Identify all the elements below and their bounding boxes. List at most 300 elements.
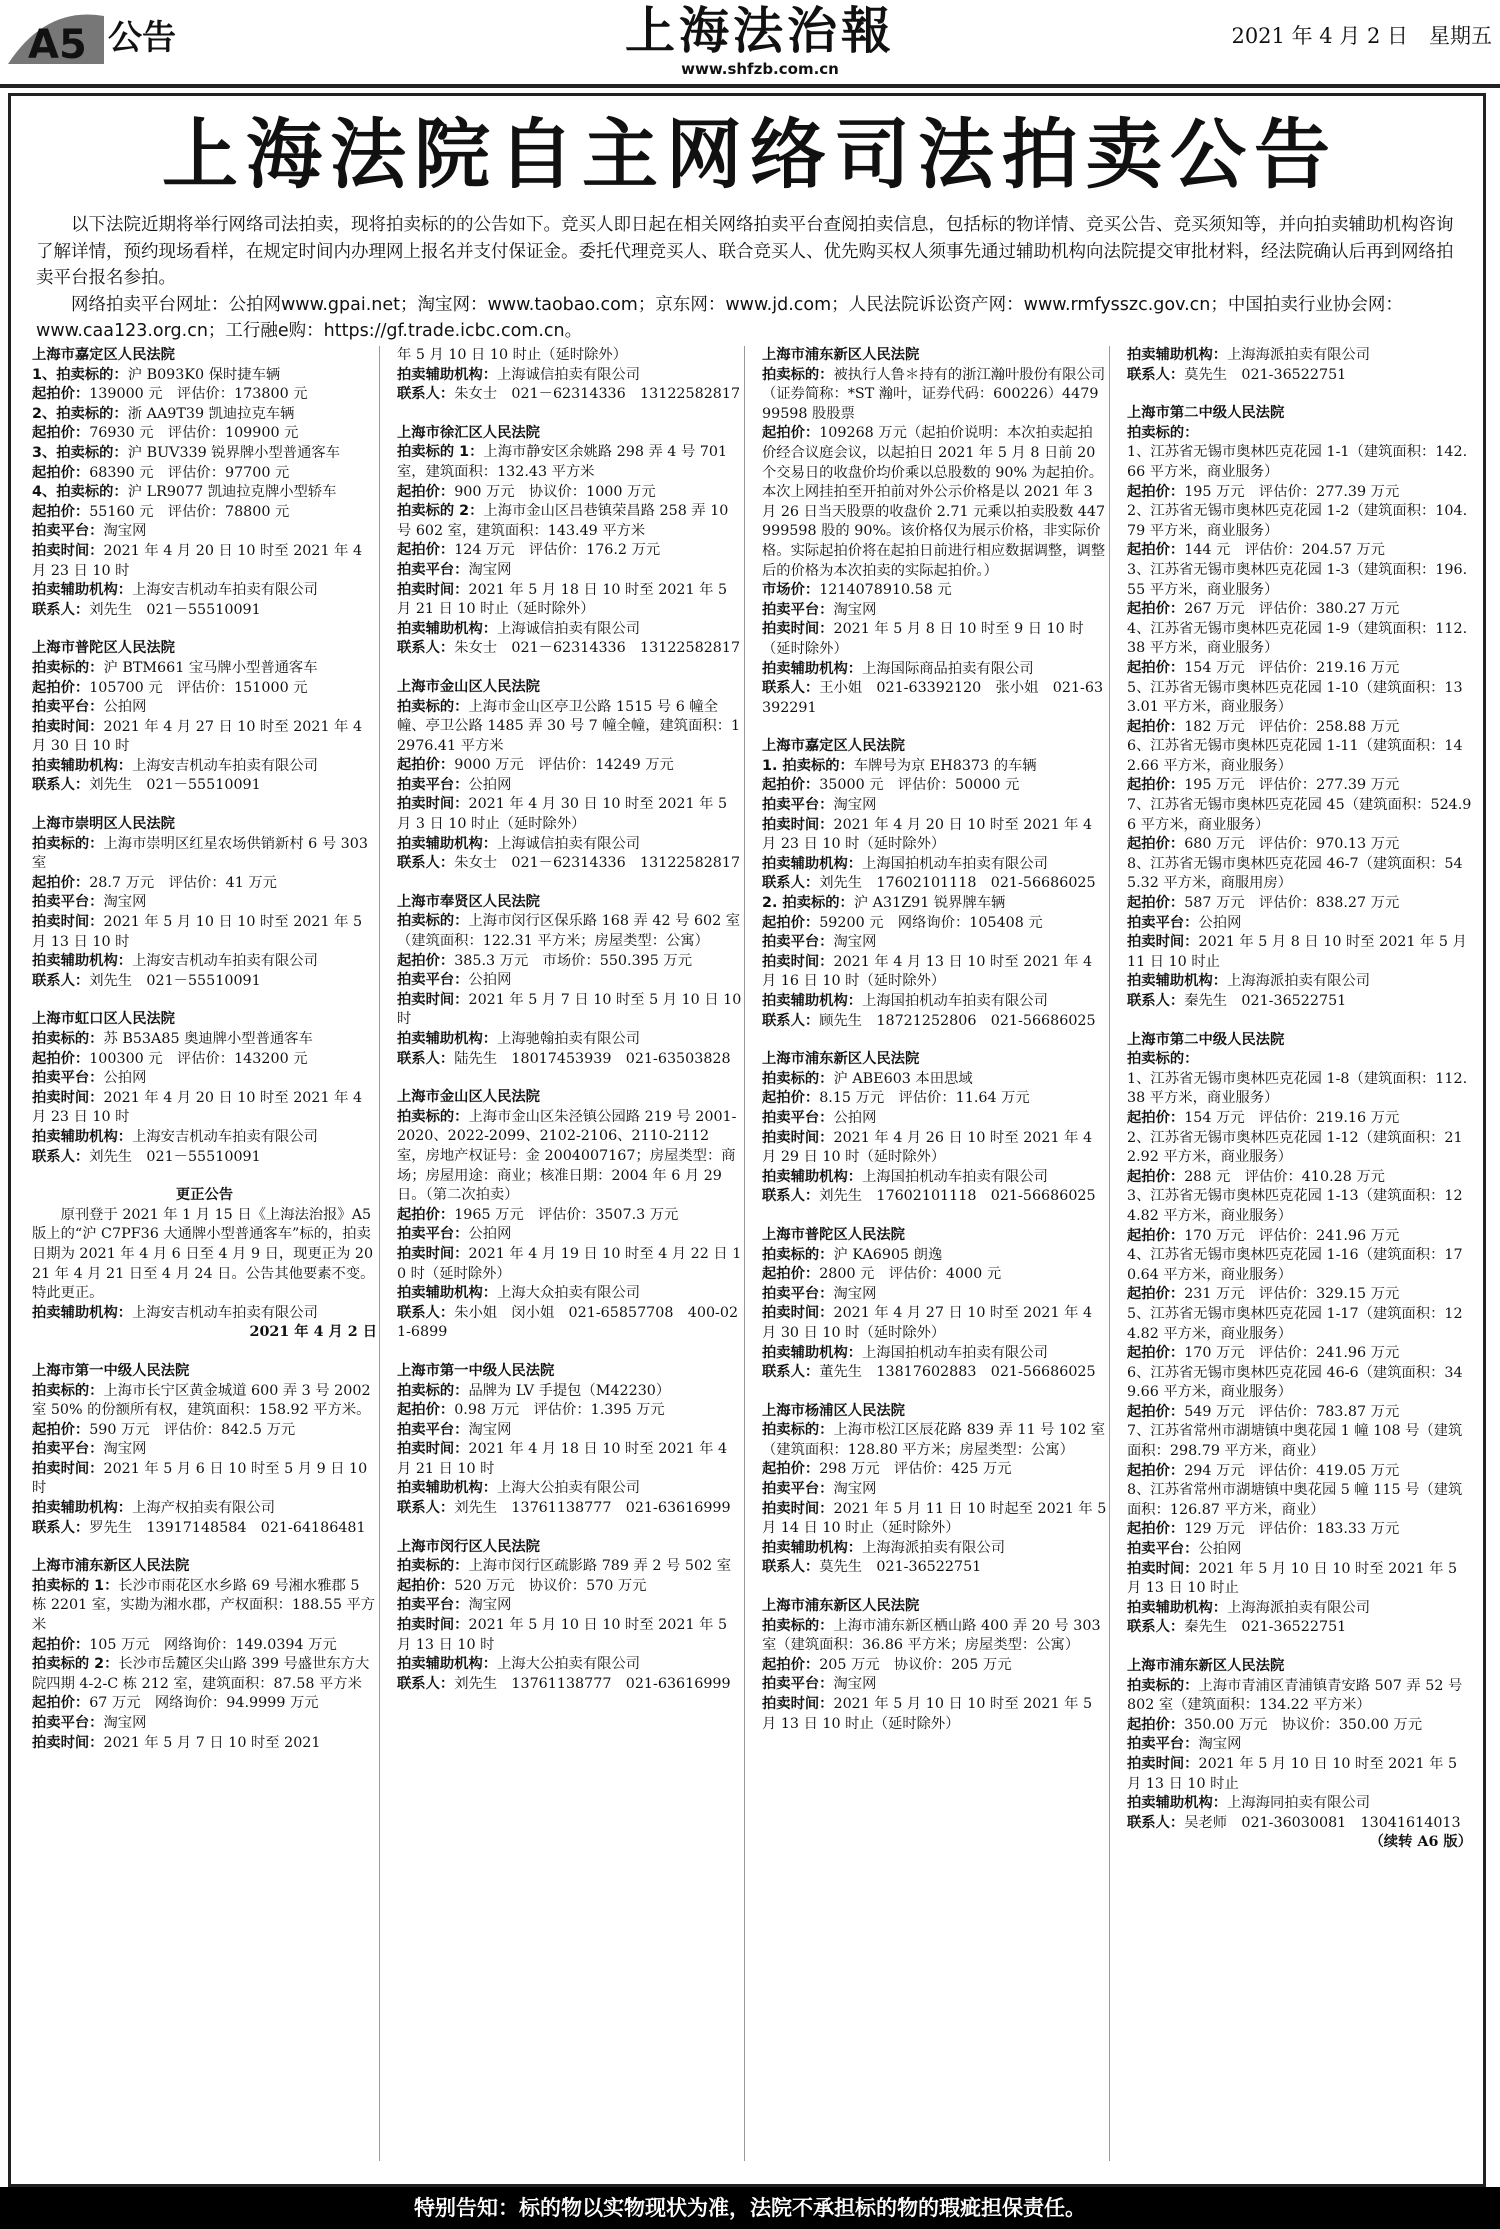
notice-line	[32, 776, 377, 796]
field-value: 公拍网	[1198, 1541, 1242, 1558]
field-value: 288 元 评估价：410.28 万元	[1184, 1168, 1385, 1185]
field-value: 淘宝网	[833, 1285, 877, 1302]
court-name: 上海市奉贤区人民法院	[397, 893, 540, 910]
intro	[36, 212, 1466, 345]
notice-line	[762, 1285, 1107, 1305]
notice-line	[397, 776, 742, 796]
field-label: 起拍价：	[1127, 895, 1185, 912]
notice-line	[1127, 1109, 1472, 1129]
notice-line	[397, 795, 742, 834]
field-label: 起拍价：	[1127, 1286, 1185, 1303]
field-label: 2. 拍卖标的：	[762, 895, 854, 912]
field-value: 0.98 万元 评估价：1.395 万元	[454, 1402, 665, 1419]
notice-line	[762, 1070, 1107, 1090]
field-label: 起拍价：	[1127, 718, 1185, 735]
field-value: 沪 LR9077 凯迪拉克牌小型轿车	[127, 484, 337, 501]
field-value: 2021 年 5 月 10 日 10 时至 2021 年 5 月 13 日 10 时止	[1127, 1755, 1458, 1792]
field-value: 公拍网	[468, 972, 512, 989]
field-label: 起拍价：	[1127, 1168, 1185, 1185]
notice-line	[32, 1460, 377, 1499]
field-label: 拍卖辅助机构：	[762, 993, 863, 1009]
notice-line	[397, 1304, 742, 1343]
field-value: 淘宝网	[833, 1481, 877, 1498]
field-label: 拍卖辅助机构：	[397, 620, 498, 637]
field-value: 莫先生 021-36522751	[1184, 366, 1347, 383]
field-label: 拍卖标的 2：	[32, 1656, 119, 1673]
field-value: 2021 年 4 月 20 日 10 时至 2021 年 4 月 23 日 10 时（延时除外）	[762, 816, 1093, 853]
field-value: 8、江苏省无锡市奥林匹克花园 46-7（建筑面积：545.32 平方米，商服用房）	[1127, 855, 1463, 892]
court-name: 上海市嘉定区人民法院	[32, 347, 175, 363]
field-label: 拍卖时间：	[32, 914, 104, 931]
field-value: 124 万元 评估价：176.2 万元	[454, 542, 661, 559]
field-label: 拍卖时间：	[762, 1500, 834, 1517]
field-label: 起拍价：	[762, 425, 820, 442]
field-value: 车牌号为京 EH8373 的车辆	[853, 757, 1037, 774]
field-label: 联系人：	[1127, 1814, 1185, 1831]
field-label: 拍卖辅助机构：	[762, 1168, 863, 1185]
field-value: 1、江苏省无锡市奥林匹克花园 1-1（建筑面积：142.66 平方米，商业服务）	[1127, 444, 1468, 480]
notice-line	[1127, 1070, 1472, 1109]
notice-line	[762, 1656, 1107, 1676]
field-label: 起拍价：	[1127, 1521, 1185, 1538]
field-value: 上海产权拍卖有限公司	[132, 1500, 276, 1517]
field-value: 55160 元 评估价：78800 元	[89, 503, 290, 520]
field-label: 拍卖辅助机构：	[1127, 1599, 1228, 1616]
field-value: 公拍网	[833, 1109, 877, 1126]
notice-line	[397, 1675, 742, 1695]
notice-line	[32, 913, 377, 952]
page-number: A5	[28, 22, 87, 66]
notice-line	[397, 1616, 742, 1655]
field-value: 刘先生 17602101118 021-56686025	[819, 1188, 1096, 1205]
notice-line	[762, 1695, 1107, 1734]
field-value: 刘先生 021－55510091	[89, 1148, 261, 1165]
field-value: 淘宝网	[468, 1597, 512, 1614]
field-label: 起拍价：	[397, 542, 455, 559]
field-label: 拍卖平台：	[762, 1109, 834, 1126]
court-name: 上海市第一中级人民法院	[32, 1362, 190, 1379]
field-value: 100300 元 评估价：143200 元	[89, 1050, 308, 1067]
notice-line	[1127, 992, 1472, 1012]
notice-line	[762, 953, 1107, 992]
notice-line	[397, 639, 742, 659]
field-value: 298 万元 评估价：425 万元	[819, 1461, 1012, 1478]
field-label: 起拍价：	[762, 1656, 820, 1673]
field-label: 拍卖时间：	[1127, 1755, 1199, 1772]
notice-line	[397, 620, 742, 640]
notice-line	[32, 1499, 377, 1519]
field-label: 起拍价：	[397, 1402, 455, 1419]
notice-line	[397, 366, 742, 386]
field-label: 拍卖时间：	[762, 1305, 834, 1322]
field-label: 起拍价：	[762, 1266, 820, 1283]
field-value: 刘先生 021－55510091	[89, 601, 261, 618]
field-label: 拍卖时间：	[397, 1441, 469, 1458]
field-label: 拍卖辅助机构：	[397, 835, 498, 852]
notice-line	[762, 366, 1107, 425]
field-value: 朱小姐 闵小姐 021-65857708 400-021-6899	[397, 1304, 739, 1341]
field-value: 1、江苏省无锡市奥林匹克花园 1-8（建筑面积：112.38 平方米，商业服务）	[1127, 1070, 1468, 1107]
field-value: 68390 元 评估价：97700 元	[89, 464, 290, 481]
field-value: 67 万元 网络询价：94.9999 万元	[89, 1695, 319, 1712]
field-label: 拍卖标的：	[762, 366, 834, 383]
court-notice	[397, 893, 742, 1069]
field-value: 9000 万元 评估价：14249 万元	[454, 757, 674, 774]
notice-line	[1127, 1814, 1472, 1834]
notice-line	[762, 1012, 1107, 1032]
notice-line	[397, 561, 742, 581]
notice-line	[762, 855, 1107, 875]
field-value: 900 万元 协议价：1000 万元	[454, 483, 656, 500]
field-value: 294 万元 评估价：419.05 万元	[1184, 1462, 1400, 1479]
notice-line	[762, 1480, 1107, 1500]
notice-line	[1127, 483, 1472, 503]
field-label: 拍卖时间：	[762, 621, 834, 638]
field-value: 2021 年 4 月 19 日 10 时至 4 月 22 日 10 时（延时除外）	[397, 1245, 742, 1282]
notice-line	[1127, 718, 1472, 738]
notice-line	[1127, 737, 1472, 776]
field-value: 2021 年 5 月 7 日 10 时至 2021	[103, 1734, 321, 1751]
field-label: 联系人：	[762, 680, 820, 697]
notice-line	[1127, 1540, 1472, 1560]
field-label: 拍卖时间：	[1127, 934, 1199, 951]
field-label: 拍卖时间：	[397, 1617, 469, 1634]
notice-line	[32, 835, 377, 874]
field-value: 刘先生 13761138777 021-63616999	[454, 1675, 731, 1692]
notice-line	[762, 424, 1107, 581]
field-label: 拍卖平台：	[397, 1597, 469, 1614]
field-label: 联系人：	[762, 1559, 820, 1576]
column-1	[32, 346, 377, 2161]
field-label: 联系人：	[1127, 366, 1185, 383]
court-notice	[762, 737, 1107, 1031]
notice-line	[1127, 1481, 1472, 1520]
field-value: 上海市闵行区保乐路 168 弄 42 号 602 室（建筑面积：122.31 平方米；房屋类型：公寓）	[397, 913, 741, 950]
field-label: 联系人：	[762, 1012, 820, 1029]
field-label: 拍卖平台：	[762, 797, 834, 814]
field-value: 154 万元 评估价：219.16 万元	[1184, 659, 1400, 676]
field-value: 上海市长宁区黄金城道 600 弄 3 号 2002 室 50% 的份额所有权，建筑面积：158.92 平方米。	[32, 1382, 371, 1419]
notice-line	[762, 1246, 1107, 1266]
field-value: 2021 年 4 月 30 日 10 时至 2021 年 5 月 3 日 10 时止（延时除外）	[397, 796, 728, 833]
notice-line	[397, 835, 742, 855]
notice-line	[762, 1129, 1107, 1168]
field-label: 联系人：	[1127, 993, 1185, 1009]
notice-line	[32, 581, 377, 601]
field-label: 拍卖时间：	[397, 1245, 469, 1262]
field-label: 起拍价：	[32, 679, 90, 696]
field-value: 上海海同拍卖有限公司	[1227, 1795, 1371, 1812]
field-value: 上海海派拍卖有限公司	[862, 1539, 1006, 1556]
field-label: 拍卖标的：	[397, 1558, 469, 1575]
field-value: 2021 年 4 月 18 日 10 时至 2021 年 4 月 21 日 10 时	[397, 1441, 728, 1477]
notice-line	[762, 1460, 1107, 1480]
court-name: 上海市浦东新区人民法院	[762, 347, 920, 363]
field-label: 拍卖标的：	[32, 835, 104, 852]
field-label: 拍卖时间：	[32, 1460, 104, 1477]
field-value: 浙 AA9T39 凯迪拉克车辆	[127, 405, 295, 422]
field-label: 拍卖时间：	[762, 953, 834, 970]
notice-line	[762, 992, 1107, 1012]
field-label: 拍卖辅助机构：	[397, 1285, 498, 1302]
notice-line	[1127, 1050, 1472, 1070]
notice-line	[397, 971, 742, 991]
court-name: 上海市杨浦区人民法院	[762, 1402, 905, 1419]
field-value: 5、江苏省无锡市奥林匹克花园 1-17（建筑面积：124.82 平方米，商业服务）	[1127, 1305, 1463, 1342]
field-value: 2021 年 4 月 27 日 10 时至 2021 年 4 月 30 日 10 时（延时除外）	[762, 1305, 1093, 1341]
notice-line	[32, 1714, 377, 1734]
court-notice	[32, 639, 377, 796]
field-label: 起拍价：	[1127, 1403, 1185, 1420]
column-2	[397, 346, 742, 2161]
field-label: 拍卖辅助机构：	[397, 1656, 498, 1673]
field-value: 上海国拍机动车拍卖有限公司	[862, 993, 1048, 1009]
court-name: 上海市浦东新区人民法院	[32, 1558, 190, 1575]
field-label: 拍卖时间：	[397, 991, 469, 1008]
field-label: 联系人：	[32, 972, 90, 989]
notice-line	[762, 581, 1107, 601]
field-value: 上海安吉机动车拍卖有限公司	[132, 582, 318, 599]
notice-line	[1127, 1168, 1472, 1188]
notice-line	[1127, 1520, 1472, 1540]
field-value: 淘宝网	[1198, 1736, 1242, 1753]
field-value: 590 万元 评估价：842.5 万元	[89, 1421, 296, 1438]
notice-line	[32, 366, 377, 386]
field-label: 拍卖标的：	[762, 1246, 834, 1263]
field-label: 起拍价：	[32, 1050, 90, 1067]
field-label: 联系人：	[32, 1148, 90, 1165]
notice-line	[32, 405, 377, 425]
field-label: 起拍价：	[397, 1577, 455, 1594]
notice-line	[32, 1734, 377, 1754]
field-label: 起拍价：	[32, 874, 90, 891]
field-label: 拍卖辅助机构：	[397, 366, 498, 383]
field-value: 刘先生 13761138777 021-63616999	[454, 1500, 731, 1517]
issue-date: 2021 年 4 月 2 日 星期五	[1231, 24, 1492, 48]
notice-line	[762, 1168, 1107, 1188]
field-label: 起拍价：	[1127, 1716, 1185, 1733]
field-label: 拍卖辅助机构：	[32, 582, 133, 599]
field-value: 8、江苏省常州市湖塘镇中奥花园 5 幢 115 号（建筑面积：126.87 平方米，商业）	[1127, 1482, 1463, 1518]
notice-line	[1127, 1305, 1472, 1344]
field-value: 品牌为 LV 手提包（M42230）	[468, 1382, 671, 1399]
field-value: 淘宝网	[103, 894, 147, 911]
notice-line	[762, 1558, 1107, 1578]
field-label: 拍卖标的：	[397, 913, 469, 930]
notice-line	[1127, 1422, 1472, 1461]
notice-line	[32, 1069, 377, 1089]
field-value: 2021 年 4 月 13 日 10 时至 2021 年 4 月 16 日 10 时（延时除外）	[762, 953, 1093, 990]
field-label: 起拍价：	[1127, 1109, 1185, 1126]
notice-line	[32, 444, 377, 464]
field-label: 拍卖辅助机构：	[762, 855, 863, 872]
field-value: 170 万元 评估价：241.96 万元	[1184, 1227, 1400, 1244]
notice-line	[1127, 1403, 1472, 1423]
field-label: 起拍价：	[32, 503, 90, 520]
notice-line	[397, 1440, 742, 1479]
field-label: 拍卖平台：	[32, 523, 104, 540]
notice-line	[397, 1030, 742, 1050]
court-notice	[397, 1362, 742, 1519]
notice-line	[762, 874, 1107, 894]
notice-line	[32, 1089, 377, 1128]
notice-line	[1127, 541, 1472, 561]
field-label: 3、拍卖标的：	[32, 444, 128, 461]
notice-columns	[32, 346, 1472, 2161]
notice-line	[32, 542, 377, 581]
notice-line	[32, 503, 377, 523]
field-label: 起拍价：	[1127, 1462, 1185, 1479]
notice-line	[762, 1421, 1107, 1460]
field-label: 起拍价：	[397, 483, 455, 500]
court-notice	[762, 1050, 1107, 1207]
field-label: 拍卖时间：	[32, 1089, 104, 1106]
field-label: 拍卖平台：	[397, 1226, 469, 1243]
notice-line	[1127, 1618, 1472, 1638]
field-value: 公拍网	[1198, 914, 1242, 931]
court-name: 上海市第二中级人民法院	[1127, 405, 1285, 422]
field-value: 170 万元 评估价：241.96 万元	[1184, 1345, 1400, 1362]
field-label: 拍卖平台：	[32, 894, 104, 911]
notice-line	[1127, 502, 1472, 541]
court-name: 上海市闵行区人民法院	[397, 1538, 540, 1555]
field-value: 2、江苏省无锡市奥林匹克花园 1-12（建筑面积：212.92 平方米，商业服务）	[1127, 1129, 1463, 1166]
field-value: 刘先生 17602101118 021-56686025	[819, 875, 1096, 892]
field-label: 拍卖标的：	[762, 1422, 834, 1439]
notice-line	[762, 933, 1107, 953]
notice-line	[32, 1128, 377, 1148]
field-label: 联系人：	[1127, 1619, 1185, 1636]
court-notice	[1127, 1657, 1472, 1853]
field-value: 沪 KA6905 朗逸	[833, 1246, 943, 1263]
field-value: 144 元 评估价：204.57 万元	[1184, 542, 1385, 559]
field-value: 淘宝网	[468, 1421, 512, 1438]
notice-line	[32, 659, 377, 679]
notice-line	[1127, 424, 1472, 444]
notice-line	[1127, 1187, 1472, 1226]
court-name: 上海市金山区人民法院	[397, 1089, 540, 1106]
field-value: 沪 BUV339 锐界牌小型普通客车	[127, 444, 340, 461]
notice-line	[32, 698, 377, 718]
notice-line	[32, 1382, 377, 1421]
field-value: 385.3 万元 市场价：550.395 万元	[454, 952, 692, 969]
notice-line	[762, 1344, 1107, 1364]
court-name: 上海市普陀区人民法院	[762, 1226, 905, 1243]
notice-line	[1127, 1560, 1472, 1599]
field-value: 上海市金山区亭卫公路 1515 号 6 幢全幢、亭卫公路 1485 弄 30 号 7 幢全幢，建筑面积：12976.41 平方米	[397, 698, 741, 754]
field-value: 680 万元 评估价：970.13 万元	[1184, 836, 1400, 853]
field-label: 拍卖标的：	[397, 698, 469, 715]
field-label: 拍卖辅助机构：	[1127, 973, 1228, 990]
field-value: 长沙市岳麓区尖山路 399 号盛世东方大院四期 4-2-C 栋 212 室，建筑面积：87.58 平方米	[32, 1656, 370, 1692]
court-name: 上海市嘉定区人民法院	[762, 738, 905, 755]
notice-line	[32, 893, 377, 913]
field-label: 起拍价：	[397, 757, 455, 774]
field-label: 拍卖平台：	[762, 1285, 834, 1302]
notice-line	[32, 483, 377, 503]
notice-line	[762, 620, 1107, 659]
field-value: 上海安吉机动车拍卖有限公司	[132, 953, 318, 970]
field-value: 董先生 13817602883 021-56686025	[819, 1364, 1096, 1381]
notice-line	[762, 757, 1107, 777]
court-notice	[32, 346, 377, 620]
field-value: 朱女士 021－62314336 13122582817	[454, 640, 741, 657]
field-label: 起拍价：	[762, 914, 820, 931]
notice-line	[1127, 1129, 1472, 1168]
notice-line	[397, 991, 742, 1030]
field-value: 上海市静安区余姚路 298 弄 4 号 701 室，建筑面积：132.43 平方米	[397, 444, 728, 480]
court-notice	[762, 1226, 1107, 1383]
field-value: 上海国拍机动车拍卖有限公司	[862, 855, 1048, 872]
court-name: 上海市金山区人民法院	[397, 678, 540, 695]
notice-line	[1127, 600, 1472, 620]
intro-paragraph: 以下法院近期将举行网络司法拍卖，现将拍卖标的的公告如下。竞买人即日起在相关网络拍卖平台查阅拍卖信息，包括标的物详情、竞买公告、竞买须知等，并向拍卖辅助机构咨询了解详情，预约现场看样，在规定时间内办理网上报名并支付保证金。委托代理竞买人、联合竞买人、优先购买权人须事先通过辅助机构向法院提交审批材料，经法院确认后再到网络拍卖平台报名参拍。	[36, 215, 1454, 288]
field-value: 淘宝网	[833, 797, 877, 814]
field-label: 联系人：	[32, 601, 90, 618]
notice-line	[1127, 346, 1472, 366]
intro-paragraph: 网络拍卖平台网址：公拍网www.gpai.net；淘宝网：www.taobao.com；京东网：www.jd.com；人民法院诉讼资产网：www.rmfysszc.gov.cn；中国拍卖行业协会网：www.caa123.org.cn；工行融e购：https://gf.trade.icbc.com.cn。	[36, 294, 1403, 341]
site-url: www.shfzb.com.cn	[681, 60, 839, 78]
field-value: 沪 BTM661 宝马牌小型普通客车	[103, 659, 318, 676]
notice-line	[397, 1108, 742, 1206]
notice-line	[1127, 1735, 1472, 1755]
field-value: 2021 年 4 月 26 日 10 时至 2021 年 4 月 29 日 10 时（延时除外）	[762, 1129, 1093, 1166]
notice-line	[32, 1304, 377, 1324]
field-value: 朱女士 021－62314336 13122582817	[454, 855, 741, 872]
field-value: 6、江苏省无锡市奥林匹克花园 46-6（建筑面积：349.66 平方米，商业服务）	[1127, 1364, 1463, 1401]
field-label: 4、拍卖标的：	[32, 484, 128, 501]
field-label: 拍卖时间：	[32, 718, 104, 735]
field-label: 联系人：	[397, 1050, 455, 1067]
field-value: 上海海派拍卖有限公司	[1227, 1599, 1371, 1616]
field-value: 秦先生 021-36522751	[1184, 1619, 1347, 1636]
court-name: 上海市第一中级人民法院	[397, 1362, 555, 1379]
field-value: 上海驰翰拍卖有限公司	[497, 1031, 641, 1047]
notice-line	[397, 1401, 742, 1421]
notice-line	[1127, 1344, 1472, 1364]
field-label: 联系人：	[32, 1519, 90, 1536]
field-value: 35000 元 评估价：50000 元	[819, 777, 1020, 794]
field-label: 联系人：	[397, 386, 455, 403]
notice-line	[1127, 1246, 1472, 1285]
field-label: 联系人：	[762, 1364, 820, 1381]
field-value: 76930 元 评估价：109900 元	[89, 425, 299, 442]
field-value: 朱女士 021－62314336 13122582817	[454, 386, 741, 403]
field-label: 拍卖标的 2：	[397, 503, 484, 520]
page-title: 上海法院自主网络司法拍卖公告	[162, 110, 1338, 199]
court-name: 上海市第二中级人民法院	[1127, 1031, 1285, 1048]
field-value: 王小姐 021-63392120 张小姐 021-63392291	[762, 680, 1104, 716]
field-label: 联系人：	[762, 1188, 820, 1205]
field-value: 上海海派拍卖有限公司	[1227, 973, 1371, 990]
notice-line	[397, 1284, 742, 1304]
field-value: 上海诚信拍卖有限公司	[497, 366, 641, 383]
field-label: 拍卖标的：	[762, 1070, 834, 1087]
field-value: 4、江苏省无锡市奥林匹克花园 1-16（建筑面积：170.64 平方米，商业服务）	[1127, 1247, 1463, 1283]
field-label: 联系人：	[397, 640, 455, 657]
notice-line	[32, 1440, 377, 1460]
field-label: 拍卖辅助机构：	[32, 1128, 133, 1145]
field-value: 上海市崇明区红星农场供销新村 6 号 303 室	[32, 835, 368, 872]
field-label: 起拍价：	[32, 1636, 90, 1653]
notice-line	[762, 1265, 1107, 1285]
field-label: 拍卖平台：	[397, 972, 469, 989]
notice-line	[32, 874, 377, 894]
field-value: 6、江苏省无锡市奥林匹克花园 1-11（建筑面积：142.66 平方米，商业服务）	[1127, 738, 1463, 774]
field-label: 起拍价：	[32, 386, 90, 403]
notice-sign: 2021 年 4 月 2 日	[249, 1324, 377, 1341]
field-label: 起拍价：	[762, 777, 820, 794]
